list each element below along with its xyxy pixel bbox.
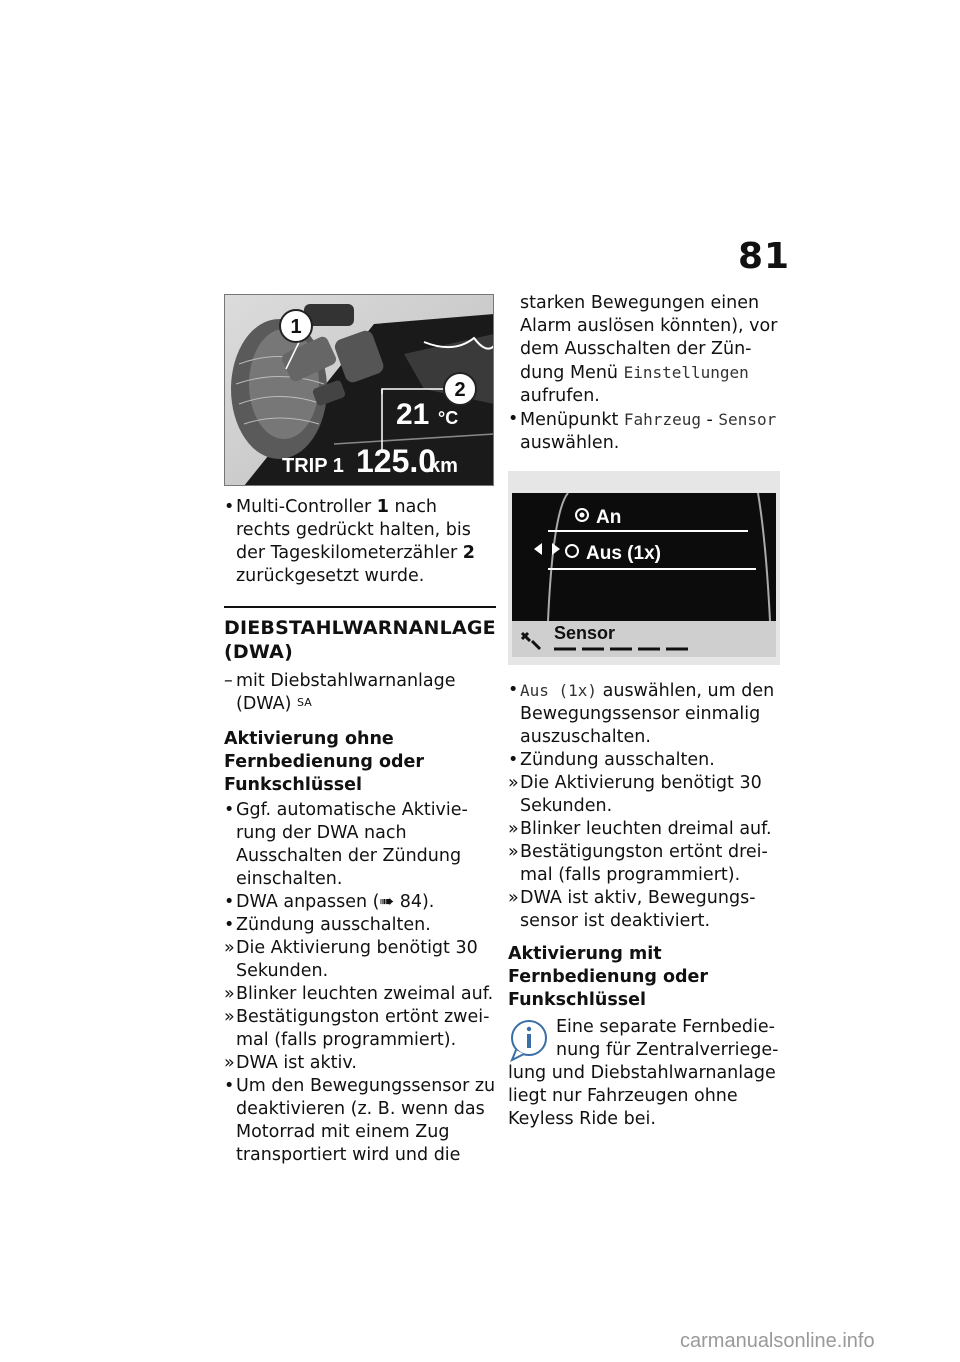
trip-label: TRIP 1: [282, 455, 344, 477]
option-on-label: An: [596, 507, 622, 528]
list-item: » DWA ist aktiv, Bewegungssensor ist deaktiviert.: [508, 888, 756, 931]
callout-1: 1: [290, 316, 302, 338]
figure-sensor-menu: [508, 471, 780, 665]
temperature-unit: °C: [438, 408, 459, 428]
step-menu-item: • Menüpunkt Fahrzeug - Sensor auswählen.: [508, 409, 777, 453]
list-item: » Bestätigungston ertönt dreimal (falls programmiert).: [508, 842, 768, 885]
step-reset-trip: • Multi-Controller 1 nach rechts gedrückt halten, bis der Tageskilometerzähler 2 zurückgesetzt wurde.: [224, 497, 475, 586]
continued-step: starken Bewegungen einen Alarm auslösen könnten), vor dem Ausschalten der Zündung Menü Einstellungen aufrufen.: [520, 293, 778, 406]
list-item: • Zündung ausschalten.: [224, 915, 431, 935]
trip-unit: km: [429, 455, 458, 477]
left-step-list: [224, 799, 496, 1167]
option-line: – mit Diebstahlwarnanlage (DWA) $^{SA}$: [224, 671, 456, 714]
trip-value: 125.0: [356, 443, 437, 479]
subheading-activation-with-remote: Aktivierung mit Fernbedienung oder Funkschlüssel: [508, 944, 709, 1010]
list-item: » Die Aktivierung benötigt 30 Sekunden.: [224, 938, 478, 981]
list-item: • Zündung ausschalten.: [508, 750, 715, 770]
list-item: • Um den Bewegungssensor zu deaktivieren (z. B. wenn das Motorrad mit einem Zug transportiert wird und die: [224, 1076, 496, 1165]
list-item: » Bestätigungston ertönt zweimal (falls programmiert).: [224, 1007, 490, 1050]
callout-2: 2: [454, 379, 466, 401]
info-icon: [508, 1016, 550, 1062]
watermark: carmanualsonline.info: [680, 1330, 875, 1352]
list-item: » Blinker leuchten zweimal auf.: [224, 984, 494, 1004]
temperature-value: 21: [396, 398, 430, 431]
note-text: Eine separate Fernbedienung für Zentralverriegelung und Diebstahlwarnanlage liegt nur Fahrzeugen ohne Keyless Ride bei.: [508, 1017, 779, 1129]
left-column: [224, 294, 496, 1167]
option-off-label: Aus (1x): [586, 543, 661, 564]
list-item: » Die Aktivierung benötigt 30 Sekunden.: [508, 773, 762, 816]
right-step-list: [508, 749, 780, 933]
page-number: 81: [738, 236, 791, 277]
section-heading: DIEBSTAHLWARNANLAGE (DWA): [224, 606, 496, 664]
sensor-footer-label: Sensor: [554, 623, 616, 643]
multi-controller-illustration: [224, 294, 494, 486]
list-item: » Blinker leuchten dreimal auf.: [508, 819, 772, 839]
list-item: » DWA ist aktiv.: [224, 1053, 357, 1073]
subheading-activation-without-remote: Aktivierung ohne Fernbedienung oder Funkschlüssel: [224, 729, 425, 795]
step-select-off: • Aus (1x) auswählen, um den Bewegungssensor einmalig auszuschalten.: [508, 680, 775, 747]
right-column: [508, 292, 780, 1131]
figure-multi-controller: [224, 294, 494, 486]
info-note: [508, 1016, 780, 1131]
list-item: • Ggf. automatische Aktivierung der DWA nach Ausschalten der Zündung einschalten.: [224, 800, 468, 889]
list-item: • DWA anpassen (➠ 84).: [224, 892, 435, 912]
sensor-menu-screen: [508, 471, 780, 665]
